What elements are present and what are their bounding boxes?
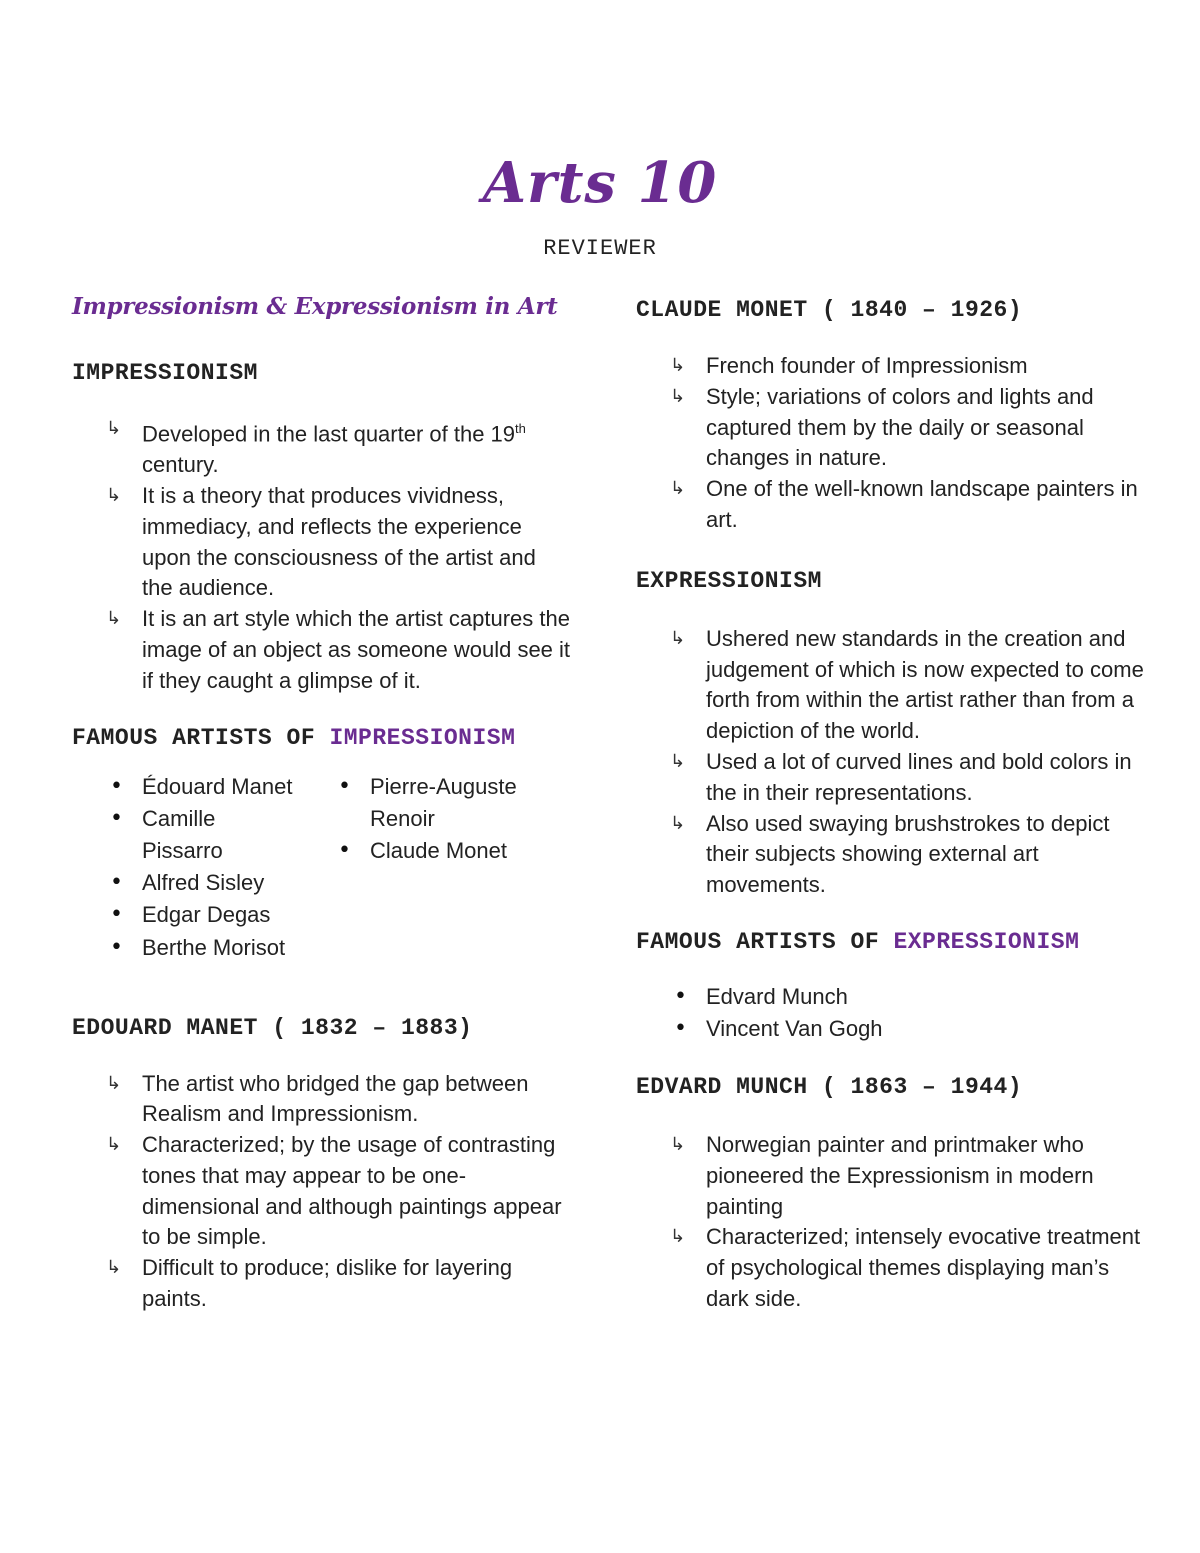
- arrow-curve-down-right-icon: ↳: [670, 385, 686, 407]
- list-item: [636, 1222, 1156, 1314]
- monet-list: [636, 351, 1156, 536]
- bullet-text: It is an art style which the artist captures the image of an object as someone would see it if they caught a glimpse of it.: [142, 606, 571, 693]
- artists-list-col1: [72, 771, 302, 964]
- manet-list: [72, 1069, 572, 1315]
- bullet-dot-icon: •: [338, 837, 351, 863]
- bullet-text-pre: Developed in the last quarter of the 19: [142, 421, 516, 447]
- right-column: [636, 295, 1156, 1315]
- arrow-curve-down-right-icon: ↳: [106, 484, 122, 506]
- list-item: [72, 932, 302, 964]
- bullet-text: Norwegian painter and printmaker who pioneered the Expressionism in modern painting: [706, 1131, 1094, 1219]
- heading-prefix: FAMOUS ARTISTS OF: [636, 928, 894, 955]
- bullet-text: Also used swaying brushstrokes to depict their subjects showing external art movements.: [706, 810, 1110, 898]
- arrow-curve-down-right-icon: ↳: [106, 608, 122, 630]
- list-item: [72, 1253, 572, 1315]
- bullet-text: Ushered new standards in the creation and judgement of which is now expected to come forth from within the artist rather than from a depiction of the world.: [706, 625, 1144, 744]
- arrow-curve-down-right-icon: ↳: [670, 750, 686, 772]
- impressionism-list: [72, 414, 572, 697]
- list-item: [300, 771, 540, 835]
- heading-accent: IMPRESSIONISM: [329, 724, 516, 751]
- list-item: [72, 803, 302, 867]
- artist-name: Berthe Morisot: [142, 934, 286, 960]
- manet-heading: EDOUARD MANET ( 1832 – 1883): [72, 1014, 473, 1041]
- bullet-dot-icon: •: [110, 934, 123, 960]
- bullet-dot-icon: •: [110, 805, 123, 831]
- list-item: [72, 481, 572, 604]
- bullet-text: One of the well-known landscape painters in art.: [706, 476, 1138, 532]
- bullet-text: The artist who bridged the gap between Realism and Impressionism.: [142, 1070, 529, 1127]
- list-item: [636, 809, 1156, 901]
- bullet-text: Characterized; by the usage of contrasting tones that may appear to be one-dimensional and although paintings appear to be simple.: [142, 1132, 562, 1250]
- list-item: [636, 1013, 1156, 1046]
- arrow-curve-down-right-icon: ↳: [670, 1226, 686, 1248]
- arrow-curve-down-right-icon: ↳: [670, 1133, 686, 1155]
- list-item: [636, 981, 1156, 1014]
- artist-name: Edgar Degas: [142, 902, 271, 928]
- arrow-curve-down-right-icon: ↳: [106, 1072, 122, 1094]
- list-item: [72, 771, 302, 803]
- expressionism-list: [636, 624, 1156, 901]
- bullet-dot-icon: •: [110, 870, 123, 896]
- artist-name: Vincent Van Gogh: [706, 1016, 883, 1042]
- list-item: [72, 414, 572, 481]
- bullet-text: Difficult to produce; dislike for layering paints.: [142, 1255, 513, 1312]
- list-item: [72, 899, 302, 931]
- bullet-text: It is a theory that produces vividness, immediacy, and reflects the experience upon the consciousness of the artist and the audience.: [142, 482, 536, 601]
- monet-heading: CLAUDE MONET ( 1840 – 1926): [636, 297, 1023, 323]
- list-item: [636, 382, 1156, 474]
- list-item: [72, 604, 572, 696]
- list-item: [300, 835, 540, 867]
- artist-name: Edvard Munch: [706, 983, 848, 1009]
- left-column: [72, 293, 572, 1315]
- arrow-curve-down-right-icon: ↳: [106, 1134, 122, 1156]
- topic-heading: Impressionism & Expressionism in Art: [72, 293, 558, 320]
- expressionism-heading: EXPRESSIONISM: [636, 567, 822, 594]
- bullet-dot-icon: •: [674, 1016, 687, 1042]
- arrow-curve-down-right-icon: ↳: [106, 1257, 122, 1279]
- munch-heading: EDVARD MUNCH ( 1863 – 1944): [636, 1073, 1023, 1100]
- page-title: Arts 10: [482, 150, 718, 216]
- list-item: [636, 1130, 1156, 1222]
- list-item: [636, 624, 1156, 747]
- bullet-text: French founder of Impressionism: [706, 353, 1028, 378]
- list-item: [636, 747, 1156, 809]
- expressionism-artists: [636, 981, 1156, 1046]
- list-item: [72, 1069, 572, 1131]
- list-item: [636, 474, 1156, 536]
- bullet-dot-icon: •: [674, 983, 687, 1009]
- bullet-text: Style; variations of colors and lights and captured them by the daily or seasonal changes in nature.: [706, 383, 1094, 471]
- impressionism-artists: [72, 771, 572, 960]
- list-item: [636, 351, 1156, 382]
- arrow-curve-down-right-icon: ↳: [670, 478, 686, 500]
- artist-name: Camille Pissarro: [142, 805, 223, 863]
- artist-name: Claude Monet: [370, 837, 507, 863]
- arrow-curve-down-right-icon: ↳: [670, 627, 686, 649]
- impressionism-heading: IMPRESSIONISM: [72, 360, 258, 386]
- artist-name: Alfred Sisley: [142, 870, 265, 896]
- famous-expressionism-heading: [636, 927, 1156, 957]
- heading-prefix: FAMOUS ARTISTS OF: [72, 724, 330, 751]
- bullet-text-sup: th: [515, 421, 526, 436]
- artist-name: Pierre-Auguste Renoir: [370, 773, 517, 831]
- page-subtitle: REVIEWER: [543, 236, 657, 261]
- bullet-text: Characterized; intensely evocative treatment of psychological themes displaying man’s dark side.: [706, 1224, 1141, 1311]
- list-item: [72, 867, 302, 899]
- bullet-text-post: century.: [142, 452, 219, 478]
- arrow-curve-down-right-icon: ↳: [106, 418, 122, 439]
- munch-list: [636, 1130, 1156, 1315]
- arrow-curve-down-right-icon: ↳: [670, 355, 686, 376]
- heading-accent: EXPRESSIONISM: [893, 928, 1080, 955]
- bullet-dot-icon: •: [110, 773, 123, 799]
- bullet-dot-icon: •: [338, 773, 351, 799]
- artist-name: Édouard Manet: [142, 773, 293, 799]
- bullet-dot-icon: •: [110, 902, 123, 928]
- bullet-text: Used a lot of curved lines and bold colors in the in their representations.: [706, 748, 1132, 805]
- famous-impressionism-heading: [72, 723, 572, 753]
- list-item: [72, 1130, 572, 1253]
- artists-list-col2: [300, 771, 540, 868]
- arrow-curve-down-right-icon: ↳: [670, 812, 686, 834]
